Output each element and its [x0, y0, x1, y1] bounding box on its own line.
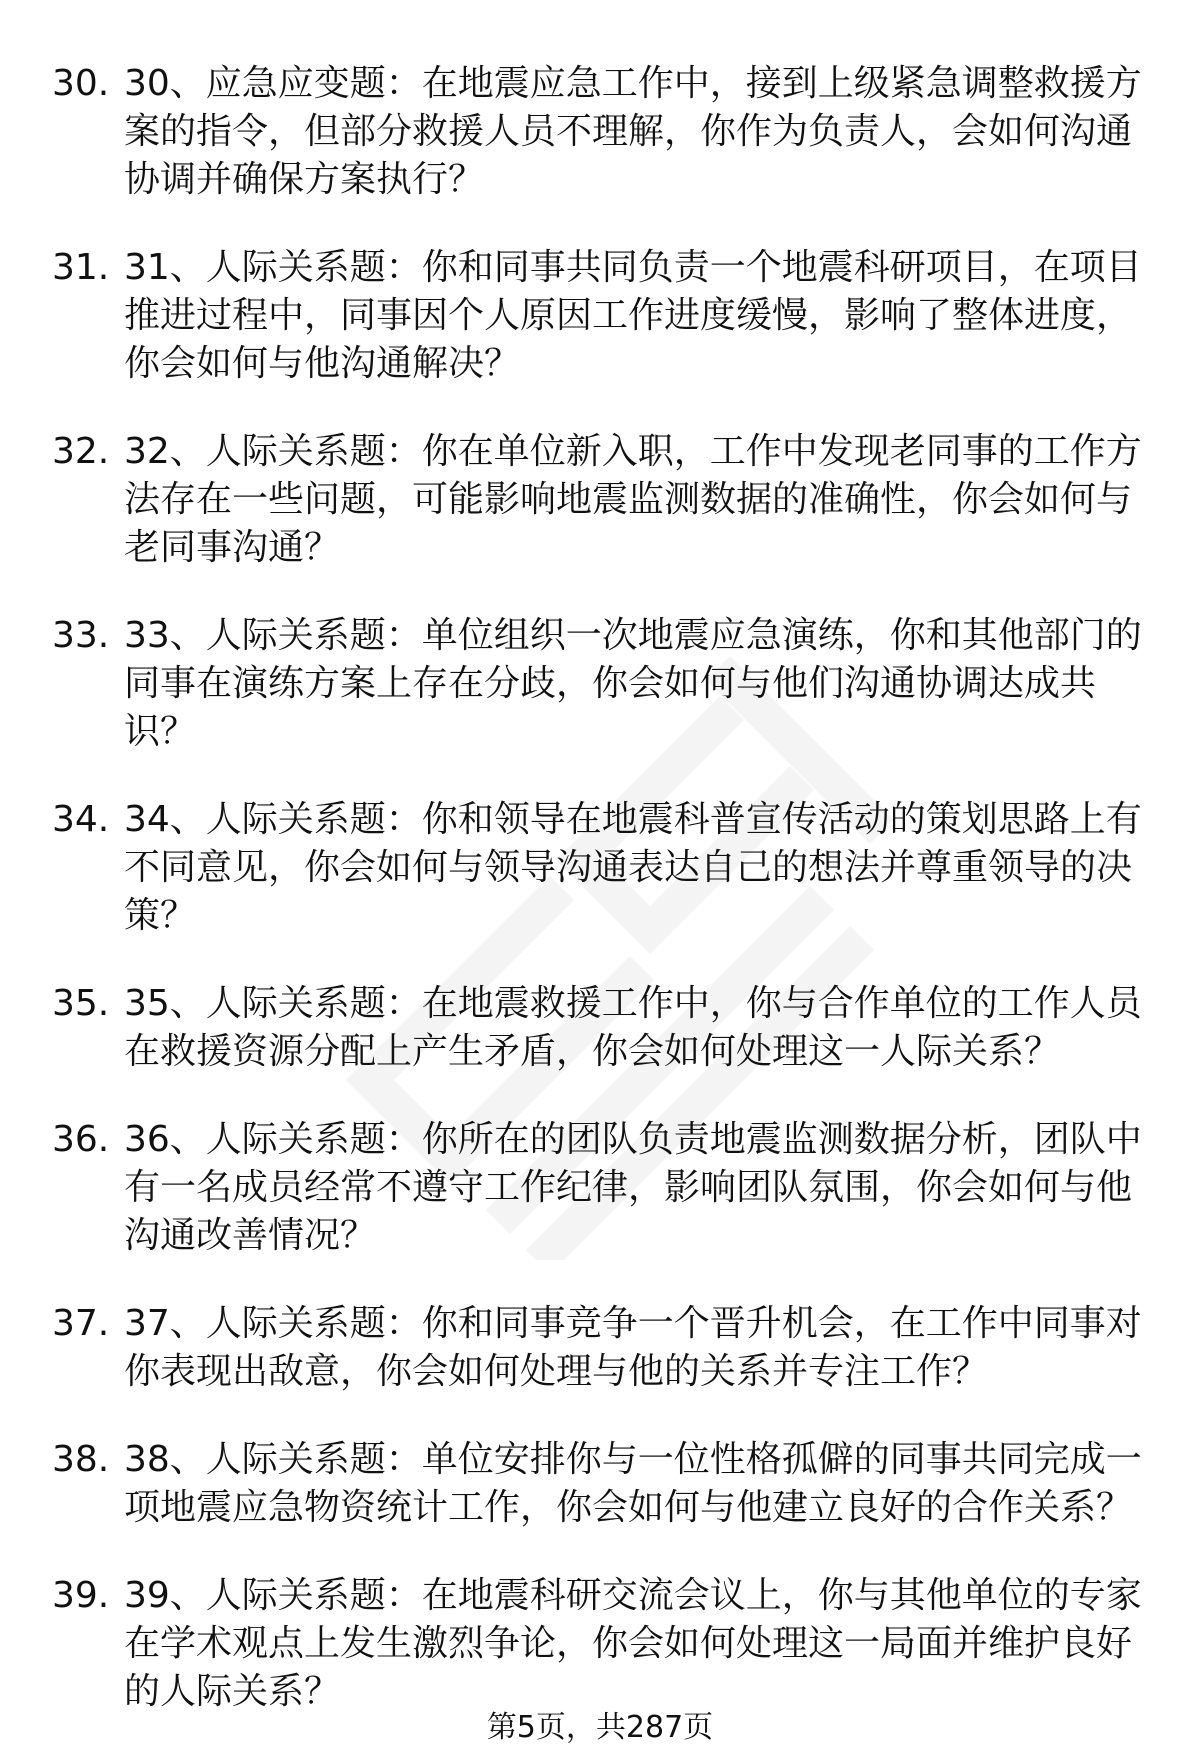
list-item [52, 612, 1162, 756]
list-item-text: 39、人际关系题：在地震科研交流会议上，你与其他单位的专家在学术观点上发生激烈争论，你会如何处理这一局面并维护良好的人际关系？ [124, 1575, 1142, 1712]
list-item [52, 1436, 1162, 1532]
list-item [52, 428, 1162, 572]
list-item-number: 34. [52, 799, 110, 840]
list-item-text: 37、人际关系题：你和同事竞争一个晋升机会，在工作中同事对你表现出敌意，你会如何处理与他的关系并专注工作？ [124, 1303, 1142, 1392]
list-item-text: 38、人际关系题：单位安排你与一位性格孤僻的同事共同完成一项地震应急物资统计工作，你会如何与他建立良好的合作关系？ [124, 1439, 1142, 1528]
list-item-text: 32、人际关系题：你在单位新入职，工作中发现老同事的工作方法存在一些问题，可能影响地震监测数据的准确性，你会如何与老同事沟通？ [124, 431, 1142, 568]
page-number: 第5页，共287页 [486, 1710, 714, 1745]
list-item [52, 796, 1162, 940]
list-item [52, 60, 1162, 204]
list-item-number: 30. [52, 63, 110, 104]
list-item-number: 35. [52, 983, 110, 1024]
list-item [52, 1116, 1162, 1260]
list-item [52, 980, 1162, 1076]
list-item-text: 36、人际关系题：你所在的团队负责地震监测数据分析，团队中有一名成员经常不遵守工作纪律，影响团队氛围，你会如何与他沟通改善情况？ [124, 1119, 1142, 1256]
list-item-number: 33. [52, 615, 110, 656]
list-item-text: 30、应急应变题：在地震应急工作中，接到上级紧急调整救援方案的指令，但部分救援人员不理解，你作为负责人，会如何沟通协调并确保方案执行？ [124, 63, 1142, 200]
list-item-number: 36. [52, 1119, 110, 1160]
list-item [52, 244, 1162, 388]
list-item-number: 37. [52, 1303, 110, 1344]
list-item-text: 31、人际关系题：你和同事共同负责一个地震科研项目，在项目推进过程中，同事因个人原因工作进度缓慢，影响了整体进度，你会如何与他沟通解决？ [124, 247, 1142, 384]
list-item-text: 34、人际关系题：你和领导在地震科普宣传活动的策划思路上有不同意见，你会如何与领导沟通表达自己的想法并尊重领导的决策？ [124, 799, 1142, 936]
list-item-number: 39. [52, 1575, 110, 1616]
list-item-number: 32. [52, 431, 110, 472]
list-item-text: 35、人际关系题：在地震救援工作中，你与合作单位的工作人员在救援资源分配上产生矛盾，你会如何处理这一人际关系？ [124, 983, 1142, 1072]
list-item [52, 1300, 1162, 1396]
question-list [52, 60, 1162, 1756]
list-item-text: 33、人际关系题：单位组织一次地震应急演练，你和其他部门的同事在演练方案上存在分歧，你会如何与他们沟通协调达成共识？ [124, 615, 1142, 752]
list-item-number: 31. [52, 247, 110, 288]
list-item-number: 38. [52, 1439, 110, 1480]
list-item [52, 1572, 1162, 1716]
